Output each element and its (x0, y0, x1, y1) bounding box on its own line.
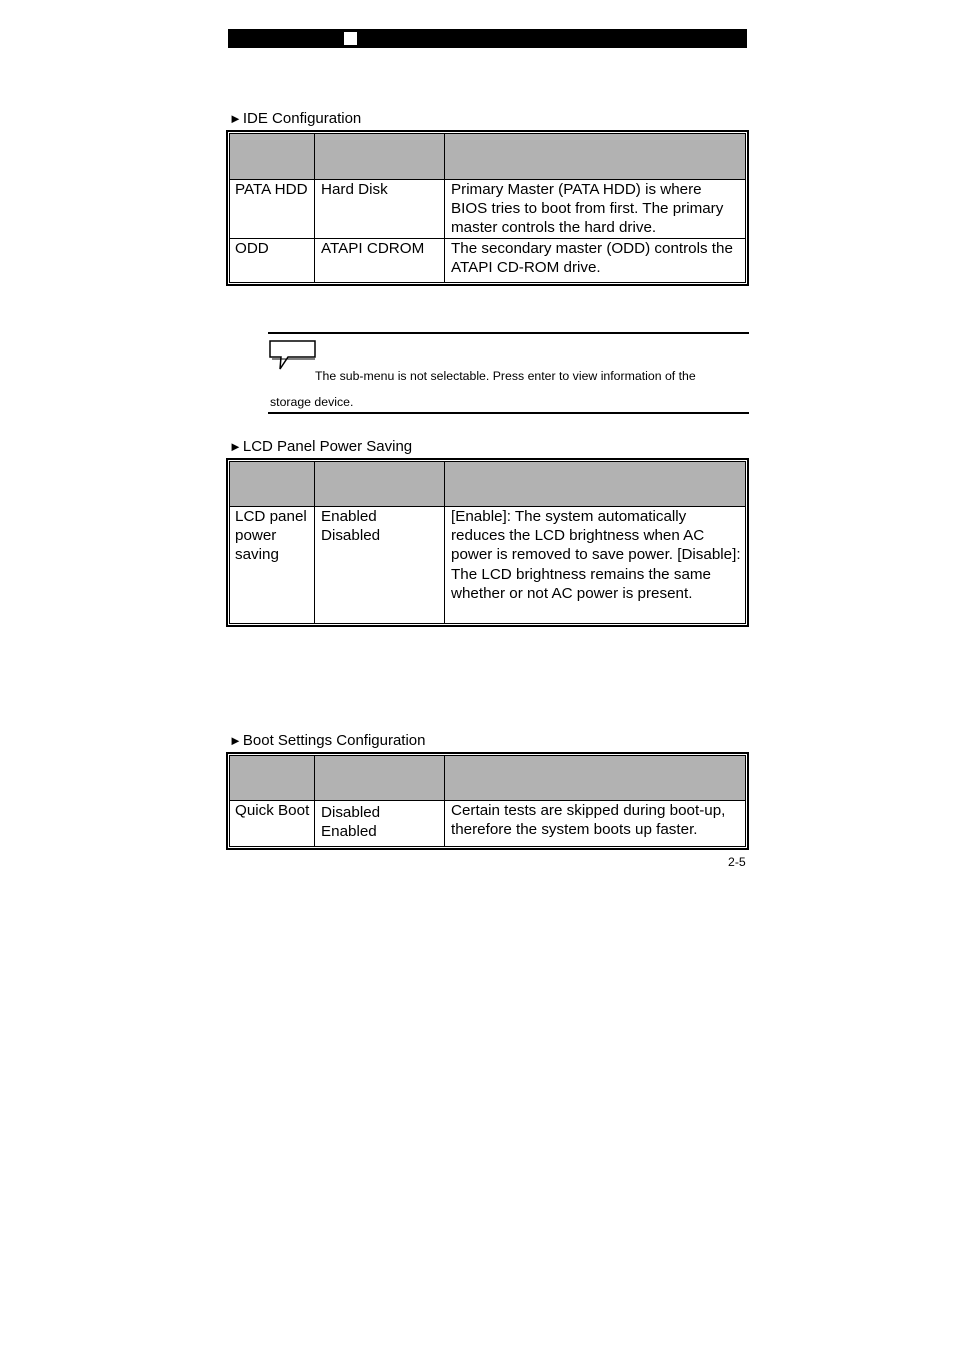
table-cell-item: LCD panel power saving (230, 507, 315, 624)
header-cell (315, 134, 445, 180)
header-cell (230, 462, 315, 507)
table-row (230, 180, 746, 239)
header-cell (315, 756, 445, 801)
table-header-row (230, 134, 746, 180)
table-cell-item: PATA HDD (230, 180, 315, 239)
header-cell (445, 756, 746, 801)
section-title-text: LCD Panel Power Saving (242, 438, 413, 455)
table-header-row (230, 462, 746, 507)
triangle-right-icon: ► (229, 439, 242, 454)
table-cell-description: The secondary master (ODD) controls the ATAPI CD-ROM drive. (445, 238, 746, 282)
ide-configuration-table (226, 130, 749, 286)
table-cell-description: Primary Master (PATA HDD) is where BIOS tries to boot from first. The primary master controls the hard drive. (445, 180, 746, 239)
header-cell (230, 756, 315, 801)
boot-settings-configuration-table (226, 752, 749, 850)
table-cell-option: Enabled Disabled (315, 507, 445, 624)
header-cell (315, 462, 445, 507)
section-title-text: IDE Configuration (242, 110, 362, 127)
section-title-ide (229, 110, 361, 128)
table-row (230, 238, 746, 282)
lcd-panel-power-saving-table (226, 458, 749, 627)
section-title-boot (229, 732, 426, 750)
table-cell-option: Disabled Enabled (315, 801, 445, 847)
table-cell-item: Quick Boot (230, 801, 315, 847)
section-title-text: Boot Settings Configuration (242, 732, 426, 749)
triangle-right-icon: ► (229, 733, 242, 748)
header-cell (445, 134, 746, 180)
triangle-right-icon: ► (229, 111, 242, 126)
page-number: 2-5 (728, 855, 746, 869)
table-row (230, 507, 746, 624)
header-square-icon (344, 32, 357, 45)
note-text-line1: The sub-menu is not selectable. Press enter to view information of the (315, 369, 696, 383)
note-text-line2: storage device. (270, 395, 354, 409)
table-cell-item: ODD (230, 238, 315, 282)
table-cell-option: Hard Disk (315, 180, 445, 239)
table-cell-description: [Enable]: The system automatically reduces the LCD brightness when AC power is removed to save power. [Disable]: The LCD brightness remains the same whether or not AC power is present. (445, 507, 746, 624)
header-cell (445, 462, 746, 507)
section-title-lcd (229, 438, 412, 456)
table-header-row (230, 756, 746, 801)
table-cell-option: ATAPI CDROM (315, 238, 445, 282)
page-header-bar (228, 29, 747, 48)
speech-bubble-icon (269, 340, 317, 372)
header-cell (230, 134, 315, 180)
table-cell-description: Certain tests are skipped during boot-up, therefore the system boots up faster. (445, 801, 746, 847)
note-box (268, 332, 749, 414)
table-row (230, 801, 746, 847)
